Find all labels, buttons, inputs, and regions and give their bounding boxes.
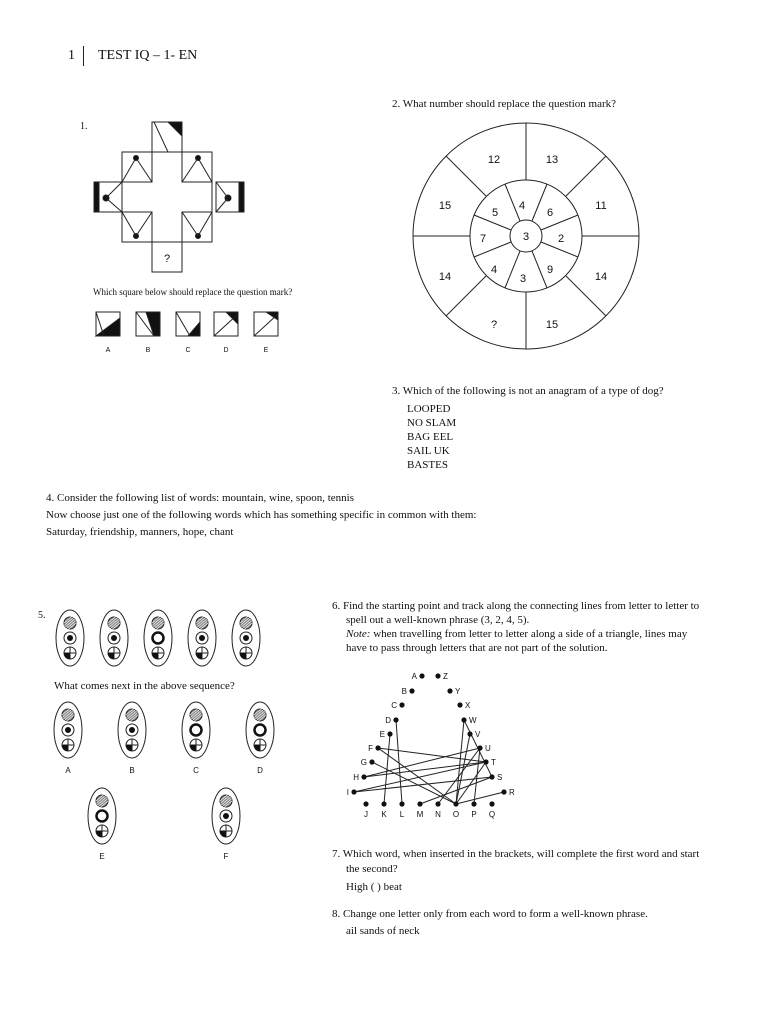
q5-option [212, 788, 240, 844]
q6-node [457, 702, 462, 707]
q5-options [46, 700, 286, 862]
q6-node-label: U [485, 744, 491, 753]
q4-line2: Now choose just one of the following words which has something specific in common with them: [46, 509, 477, 521]
q6-block [332, 599, 752, 655]
q5-sequence [48, 604, 272, 672]
q6-node-label: E [379, 730, 385, 739]
q6-node [435, 801, 440, 806]
q2-outer-value: 12 [487, 154, 501, 166]
q1-question-mark: ? [163, 253, 171, 265]
q6-edge [456, 720, 464, 804]
q5-sequence-item [56, 610, 84, 666]
q2-inner-value: 4 [490, 264, 498, 276]
q5-option-label: B [129, 766, 135, 775]
q6-node-label: L [399, 810, 405, 819]
q1-number: 1. [80, 121, 88, 132]
q4-block [46, 490, 476, 541]
q8-line1: 8. Change one letter only from each word to form a well-known phrase. [332, 908, 648, 920]
q3-option: BAG EEL [407, 431, 454, 443]
q4-line3: Saturday, friendship, manners, hope, chant [46, 526, 234, 538]
q3-prompt: 3. Which of the following is not an anagram of a type of dog? [392, 385, 664, 397]
q3-options [407, 402, 527, 471]
q7-line2: the second? [346, 863, 398, 875]
q6-node-label: X [465, 701, 471, 710]
q5-number: 5. [38, 610, 46, 621]
q2-center-value: 3 [522, 231, 530, 243]
q6-node-label: A [411, 672, 417, 681]
q6-line1: 6. Find the starting point and track along the connecting lines from letter to letter to [332, 600, 700, 612]
q3-option: SAIL UK [407, 445, 450, 457]
q6-node [461, 717, 466, 722]
q7-block [332, 847, 752, 895]
header-divider [83, 46, 84, 66]
q2-outer-value: 14 [594, 271, 608, 283]
q6-node [435, 673, 440, 678]
q1-options [92, 310, 288, 358]
q5-sequence-item [188, 610, 216, 666]
q5-option-label: C [193, 766, 199, 775]
q5-prompt: What comes next in the above sequence? [54, 680, 235, 692]
q6-edge [474, 748, 480, 804]
q6-node [351, 789, 356, 794]
q6-line2: spell out a well-known phrase (3, 2, 4, 5). [346, 614, 530, 626]
q6-node [399, 702, 404, 707]
q1-prompt: Which square below should replace the question mark? [93, 287, 293, 297]
q2-inner-value: 6 [546, 207, 554, 219]
q6-node-label: V [475, 730, 481, 739]
q1-cross-figure [90, 118, 250, 276]
q2-inner-value: 9 [546, 264, 554, 276]
q5-option [246, 702, 274, 758]
q6-node [471, 801, 476, 806]
q6-node-label: H [353, 773, 359, 782]
q6-node-label: Q [488, 810, 496, 819]
q6-node [477, 745, 482, 750]
q5-option [182, 702, 210, 758]
q5-option-label: F [223, 852, 229, 861]
q6-node [361, 774, 366, 779]
q6-node [381, 801, 386, 806]
q6-node [447, 688, 452, 693]
q6-node [375, 745, 380, 750]
q6-node [489, 774, 494, 779]
q6-node [409, 688, 414, 693]
q5-sequence-item [100, 610, 128, 666]
q2-outer-value: 14 [438, 271, 452, 283]
q3-option: BASTES [407, 459, 448, 471]
q5-option [54, 702, 82, 758]
q6-letter-network [340, 666, 520, 826]
q2-inner-value: 7 [479, 233, 487, 245]
q1-option-label: B [145, 347, 151, 354]
q6-node-label: M [416, 810, 424, 819]
q6-node-label: F [368, 744, 373, 753]
q6-note-label: Note: [346, 628, 371, 640]
q6-node-label: J [364, 810, 368, 819]
q6-node-label: C [391, 701, 397, 710]
q6-node [387, 731, 392, 736]
q7-line3: High ( ) beat [346, 881, 402, 893]
q5-option-label: D [257, 766, 263, 775]
q6-line4: have to pass through letters that are not part of the solution. [346, 642, 608, 654]
page-number: 1 [68, 48, 75, 63]
q1-option-label: C [185, 347, 191, 354]
q2-prompt: 2. What number should replace the question mark? [392, 98, 617, 110]
q6-node [467, 731, 472, 736]
page-title: TEST IQ – 1- EN [98, 48, 198, 63]
q6-node [419, 673, 424, 678]
q6-node-label: P [471, 810, 477, 819]
q6-node-label: Y [455, 687, 461, 696]
q2-inner-value: 3 [519, 273, 527, 285]
q6-node [501, 789, 506, 794]
q5-option-label: A [65, 766, 71, 775]
q6-node [363, 801, 368, 806]
q3-option: LOOPED [407, 403, 451, 415]
q6-note-text: when travelling from letter to letter along a side of a triangle, lines may [370, 628, 688, 640]
q6-node-label: O [452, 810, 460, 819]
q6-node-label: G [360, 758, 367, 767]
q6-node-label: Z [443, 672, 448, 681]
q1-option-label: A [105, 347, 111, 354]
q6-node-label: S [497, 773, 503, 782]
q6-node [399, 801, 404, 806]
q1-option-label: D [223, 347, 229, 354]
q6-node-label: T [491, 758, 496, 767]
q3-option: NO SLAM [407, 417, 457, 429]
q7-line1: 7. Which word, when inserted in the brackets, will complete the first word and start [332, 848, 700, 860]
q4-line1: 4. Consider the following list of words: mountain, wine, spoon, tennis [46, 492, 354, 504]
q5-sequence-item [144, 610, 172, 666]
q2-inner-value: 2 [557, 233, 565, 245]
q6-node [489, 801, 494, 806]
q6-node-label: D [385, 716, 391, 725]
q2-inner-value: 4 [518, 200, 526, 212]
q2-inner-value: 5 [491, 207, 499, 219]
q6-node-label: K [381, 810, 387, 819]
q5-option [118, 702, 146, 758]
q2-number-wheel [408, 118, 644, 354]
q2-outer-value: 13 [545, 154, 559, 166]
q6-node-label: I [346, 788, 349, 797]
q8-block [332, 907, 752, 939]
q8-line2: ail sands of neck [346, 925, 420, 937]
q6-node [369, 759, 374, 764]
q6-node-label: B [401, 687, 407, 696]
q6-node [453, 801, 458, 806]
q5-option-label: E [99, 852, 105, 861]
q5-sequence-item [232, 610, 260, 666]
q6-node [417, 801, 422, 806]
q6-node-label: W [469, 716, 477, 725]
q6-node [393, 717, 398, 722]
q2-outer-value: ? [490, 319, 498, 331]
q2-outer-value: 11 [595, 200, 607, 212]
q6-node [483, 759, 488, 764]
q6-node-label: N [435, 810, 441, 819]
q2-outer-value: 15 [438, 200, 452, 212]
q6-node-label: R [509, 788, 515, 797]
q5-option [88, 788, 116, 844]
q1-option-label: E [263, 347, 269, 354]
q2-outer-value: 15 [545, 319, 559, 331]
